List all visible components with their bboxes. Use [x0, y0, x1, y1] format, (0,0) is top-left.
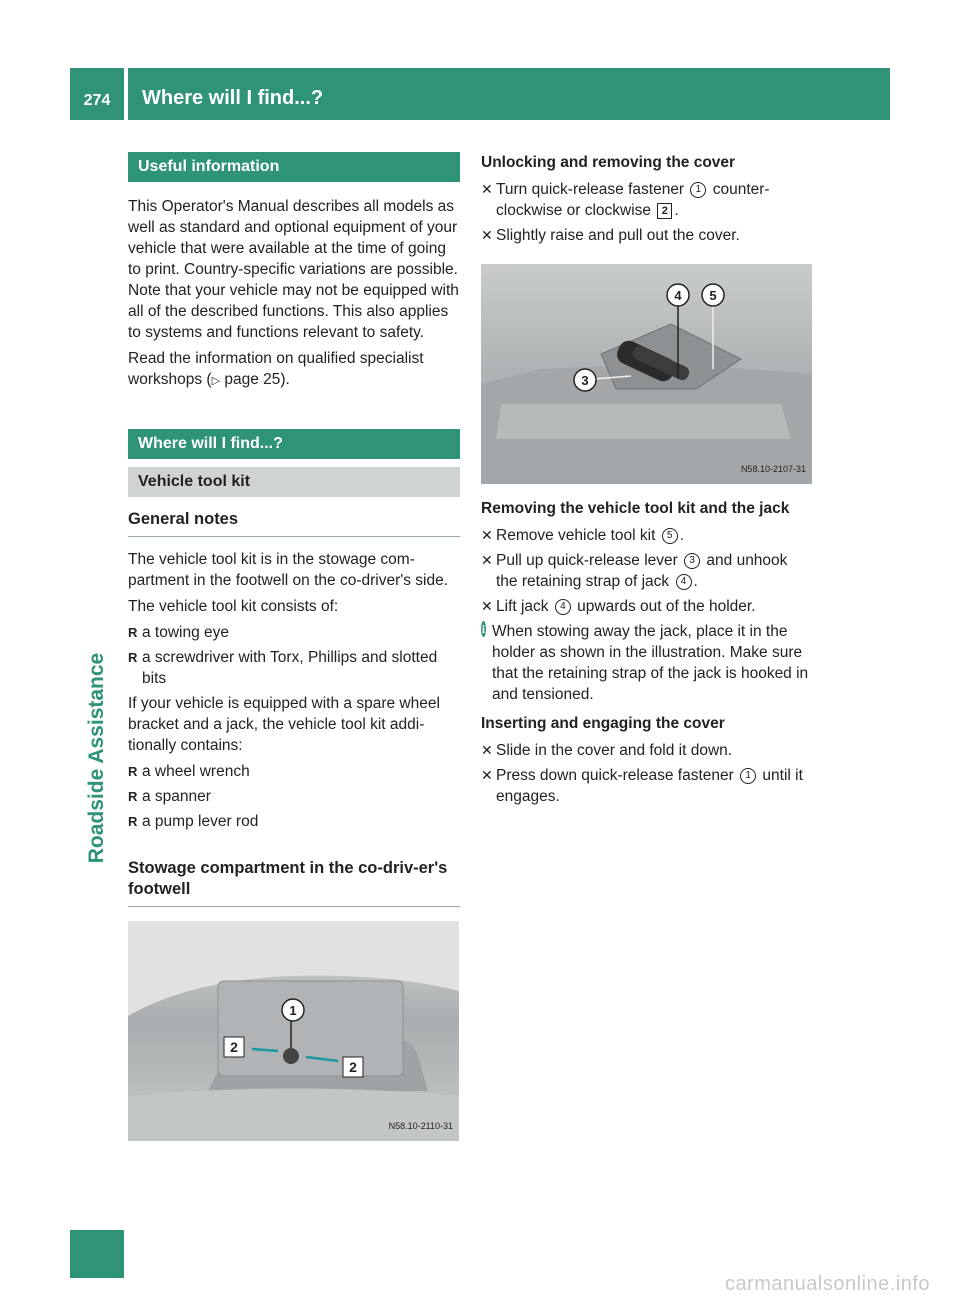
- info-icon: i: [481, 622, 486, 636]
- useful-info-workshops: [128, 348, 460, 392]
- callout-1: 1: [289, 1003, 297, 1018]
- page-number: 274: [70, 68, 124, 120]
- list-item: [128, 647, 460, 689]
- workshops-page-ref[interactable]: page 25).: [220, 371, 290, 388]
- step-arrow-icon: ✕: [481, 742, 493, 758]
- side-tab: [70, 140, 124, 864]
- step-text: and unhook the retaining strap of jack: [496, 552, 788, 590]
- step-text: Pull up quick-release lever: [496, 552, 683, 569]
- step-item: [481, 179, 813, 221]
- jack-illustration: [481, 264, 812, 484]
- step-item: [481, 596, 813, 617]
- jack-figure: [481, 264, 812, 484]
- general-notes-p3: If your vehicle is equipped with a spare wheel bracket and a jack, the vehicle tool kit addi-tionally contains:: [128, 695, 440, 754]
- inserting-heading: Inserting and engaging the cover: [481, 715, 725, 732]
- step-item: [481, 525, 813, 546]
- step-arrow-icon: ✕: [481, 181, 493, 197]
- bullet-icon: R: [128, 650, 138, 665]
- callout-ref: 1: [740, 768, 756, 784]
- bullet-icon: R: [128, 814, 138, 829]
- figure-code: N58.10-2110-31: [388, 1121, 453, 1131]
- step-text: .: [693, 573, 698, 590]
- general-notes-p1: The vehicle tool kit is in the stowage com-partment in the footwell on the co-driver's side.: [128, 551, 449, 589]
- callout-ref: 5: [662, 528, 678, 544]
- callout-ref: 1: [690, 182, 706, 198]
- step-text: Lift jack: [496, 598, 553, 615]
- unlocking-heading: Unlocking and removing the cover: [481, 154, 736, 171]
- step-arrow-icon: ✕: [481, 767, 493, 783]
- subsection-title: Vehicle tool kit: [128, 467, 460, 497]
- list-item: [128, 811, 460, 832]
- list-item-text: a wheel wrench: [142, 763, 250, 780]
- step-text: counter-clockwise or clockwise: [496, 181, 770, 219]
- step-arrow-icon: ✕: [481, 527, 493, 543]
- list-item-text: a spanner: [142, 788, 211, 805]
- list-item-text: a towing eye: [142, 624, 230, 641]
- section-title: Where will I find...?: [128, 429, 460, 459]
- step-text: .: [679, 527, 684, 544]
- step-text: Press down quick-release fastener: [496, 767, 739, 784]
- info-note: [481, 621, 813, 705]
- step-item: [481, 225, 813, 246]
- useful-info-paragraph: This Operator's Manual describes all models as well as standard and optional equipment of your vehicle that were available at the time of going to print. Country-specific variations are possible. Note that your vehicle may not be equipped with all of the described functions. This also applies to systems and functions relevant to safety.: [128, 198, 459, 341]
- figure-code: N58.10-2107-31: [740, 464, 806, 474]
- callout-ref: 4: [555, 599, 571, 615]
- step-arrow-icon: ✕: [481, 552, 493, 568]
- step-text: .: [674, 202, 679, 219]
- stowage-heading: Stowage compartment in the co-driv-er's footwell: [128, 858, 460, 907]
- general-notes-p2: The vehicle tool kit consists of:: [128, 598, 339, 615]
- step-text: Remove vehicle tool kit: [496, 527, 660, 544]
- callout-ref: 3: [684, 553, 700, 569]
- useful-info-title: Useful information: [128, 152, 460, 182]
- callout-2-right: 2: [349, 1059, 357, 1075]
- callout-ref: 4: [676, 574, 692, 590]
- page-ref-arrow-icon: ▷: [211, 375, 221, 387]
- list-item: [128, 761, 460, 782]
- list-item-text: a pump lever rod: [142, 813, 259, 830]
- stowage-figure: [128, 921, 459, 1141]
- callout-4: 4: [674, 288, 682, 303]
- workshops-text: Read the information on qualified specialist workshops (: [128, 350, 424, 388]
- step-arrow-icon: ✕: [481, 227, 493, 243]
- step-text: Turn quick-release fastener: [496, 181, 689, 198]
- general-notes-heading: General notes: [128, 509, 460, 537]
- bullet-icon: R: [128, 625, 138, 640]
- side-tab-label: Roadside Assistance: [85, 652, 109, 864]
- step-text: until it engages.: [496, 767, 803, 805]
- bullet-icon: R: [128, 789, 138, 804]
- list-item-text: a screwdriver with Torx, Phillips and slotted bits: [142, 649, 438, 687]
- callout-ref: 2: [657, 203, 672, 219]
- side-tab-block: [70, 1230, 124, 1278]
- step-item: [481, 550, 813, 592]
- watermark: carmanualsonline.info: [724, 1273, 930, 1295]
- step-item: [481, 740, 813, 761]
- step-item: [481, 765, 813, 807]
- step-text: Slightly raise and pull out the cover.: [496, 227, 740, 244]
- list-item: [128, 786, 460, 807]
- stowage-illustration: [128, 921, 459, 1141]
- step-text: Slide in the cover and fold it down.: [496, 742, 733, 759]
- info-text: When stowing away the jack, place it in the holder as shown in the illustration. Make sure that the retaining strap of the jack is hooked in and tensioned.: [491, 623, 809, 703]
- removing-heading: Removing the vehicle tool kit and the jack: [481, 500, 790, 517]
- bullet-icon: R: [128, 764, 138, 779]
- step-arrow-icon: ✕: [481, 598, 493, 614]
- left-column: [128, 152, 460, 1141]
- page-header-title: Where will I find...?: [128, 68, 890, 120]
- right-column: [481, 152, 813, 811]
- step-text: upwards out of the holder.: [572, 598, 756, 615]
- list-item: [128, 622, 460, 643]
- callout-5: 5: [709, 288, 717, 303]
- callout-2-left: 2: [230, 1039, 238, 1055]
- callout-3: 3: [581, 373, 589, 388]
